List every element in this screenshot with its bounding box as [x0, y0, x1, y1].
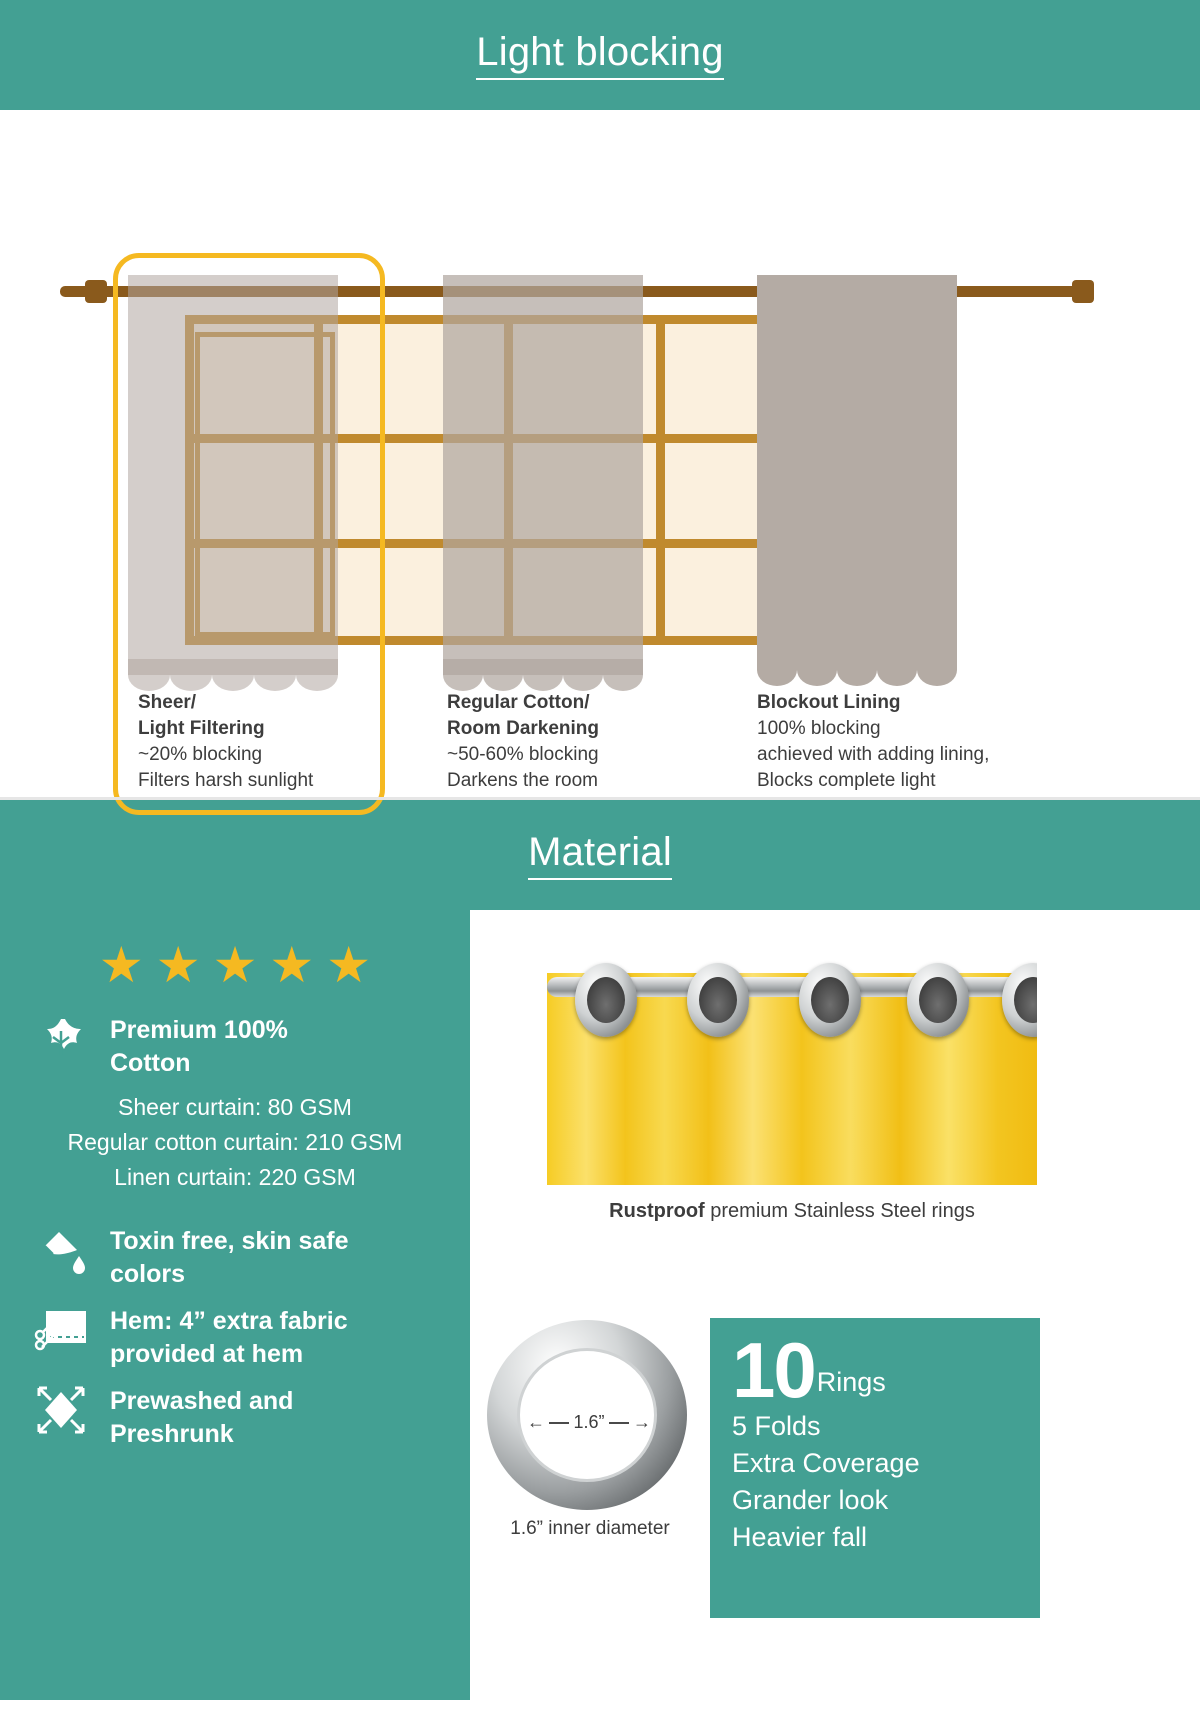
list-item: Heavier fall: [732, 1522, 868, 1552]
grommet-dimension-value: 1.6”: [573, 1412, 605, 1432]
light-blocking-diagram: [0, 110, 1200, 800]
list-item: Extra Coverage: [732, 1448, 920, 1478]
feature-prewashed-line2: Preshrunk: [110, 1420, 234, 1448]
feature-cotton-label: [110, 1010, 288, 1080]
feature-cotton-line1: Premium 100%: [110, 1016, 288, 1044]
caption-sheer-detail-2: Filters harsh sunlight: [138, 770, 314, 791]
hem-scissors-icon: [30, 1301, 92, 1359]
paint-drop-icon: [30, 1221, 92, 1279]
star-icon: ★: [326, 937, 372, 993]
feature-hem-label: [110, 1301, 348, 1371]
caption-regular-detail-1: ~50-60% blocking: [447, 744, 599, 765]
feature-toxin-free-line1: Toxin free, skin safe: [110, 1227, 349, 1255]
caption-sheer-title-1: Sheer/: [138, 692, 197, 713]
material-header: [0, 800, 1200, 910]
grommet-diameter-diagram: [487, 1320, 697, 1620]
grommet-caption: 1.6” inner diameter: [510, 1518, 670, 1539]
material-features-panel: [0, 910, 470, 1700]
rings-count-box: [710, 1318, 1040, 1618]
rings-count-number: 10: [732, 1326, 815, 1414]
grommet-icon: [907, 963, 969, 1037]
rating-stars: [22, 937, 448, 993]
feature-hem-line1: Hem: 4” extra fabric: [110, 1307, 348, 1335]
caption-regular: [447, 690, 727, 794]
gsm-regular: Regular cotton curtain: 210 GSM: [67, 1129, 403, 1155]
grommet-icon: [575, 963, 637, 1037]
material-title: Material: [528, 830, 672, 880]
curtain-rod-cap-right: [1072, 280, 1094, 303]
light-blocking-header: [0, 0, 1200, 110]
caption-regular-title-1: Regular Cotton/: [447, 692, 590, 713]
curtain-panel-blockout: [757, 275, 957, 670]
feature-toxin-free: [30, 1221, 448, 1291]
feature-cotton: [30, 1010, 448, 1080]
caption-sheer: [138, 690, 398, 794]
gsm-linen: Linen curtain: 220 GSM: [114, 1164, 356, 1190]
arrow-left-icon: ←: [527, 1412, 545, 1432]
caption-blockout: [757, 690, 1057, 794]
feature-prewashed-line1: Prewashed and: [110, 1387, 294, 1415]
feature-hem-line2: provided at hem: [110, 1340, 304, 1368]
rings-count-label: Rings: [816, 1367, 886, 1397]
material-section: [0, 910, 1200, 1730]
feature-toxin-free-label: [110, 1221, 349, 1291]
rings-photo-caption: [547, 1200, 1037, 1223]
feature-hem: [30, 1301, 448, 1371]
feature-prewashed: [30, 1381, 448, 1451]
caption-sheer-title-2: Light Filtering: [138, 718, 265, 739]
caption-regular-detail-2: Darkens the room: [447, 770, 599, 791]
star-icon: ★: [98, 937, 144, 993]
window-mullion-vertical: [656, 324, 665, 636]
curtain-hem-scallops: [443, 659, 643, 691]
caption-blockout-title-1: Blockout Lining: [757, 692, 901, 713]
light-blocking-title: Light blocking: [476, 30, 723, 80]
caption-sheer-detail-1: ~20% blocking: [138, 744, 263, 765]
caption-regular-title-2: Room Darkening: [447, 718, 600, 739]
caption-blockout-detail-3: Blocks complete light: [757, 770, 936, 791]
shrink-arrows-icon: [30, 1381, 92, 1439]
rings-benefits-list: [732, 1408, 1018, 1556]
gsm-sheer: Sheer curtain: 80 GSM: [118, 1094, 352, 1120]
curtain-panel-regular: [443, 275, 643, 675]
feature-prewashed-label: [110, 1381, 293, 1451]
stainless-rings-photo: [547, 915, 1037, 1185]
grommet-icon: [687, 963, 749, 1037]
star-icon: ★: [269, 937, 315, 993]
cotton-boll-icon: [30, 1010, 92, 1068]
rings-photo-caption-bold: Rustproof: [609, 1200, 705, 1222]
star-icon: ★: [212, 937, 258, 993]
arrow-right-icon: →: [633, 1412, 651, 1432]
star-icon: ★: [155, 937, 201, 993]
feature-toxin-free-line2: colors: [110, 1260, 186, 1288]
feature-cotton-line2: Cotton: [110, 1049, 191, 1077]
caption-blockout-detail-2: achieved with adding lining,: [757, 744, 990, 765]
rings-photo-caption-rest: premium Stainless Steel rings: [704, 1200, 975, 1222]
list-item: 5 Folds: [732, 1411, 821, 1441]
caption-blockout-detail-1: 100% blocking: [757, 718, 881, 739]
section-divider: [0, 797, 1200, 800]
gsm-list: [22, 1090, 448, 1195]
curtain-hem-scallops: [757, 654, 957, 686]
grommet-icon: [799, 963, 861, 1037]
list-item: Grander look: [732, 1485, 889, 1515]
grommet-dimension-line: [527, 1412, 651, 1433]
curtain-rod-cap-left: [85, 280, 107, 303]
